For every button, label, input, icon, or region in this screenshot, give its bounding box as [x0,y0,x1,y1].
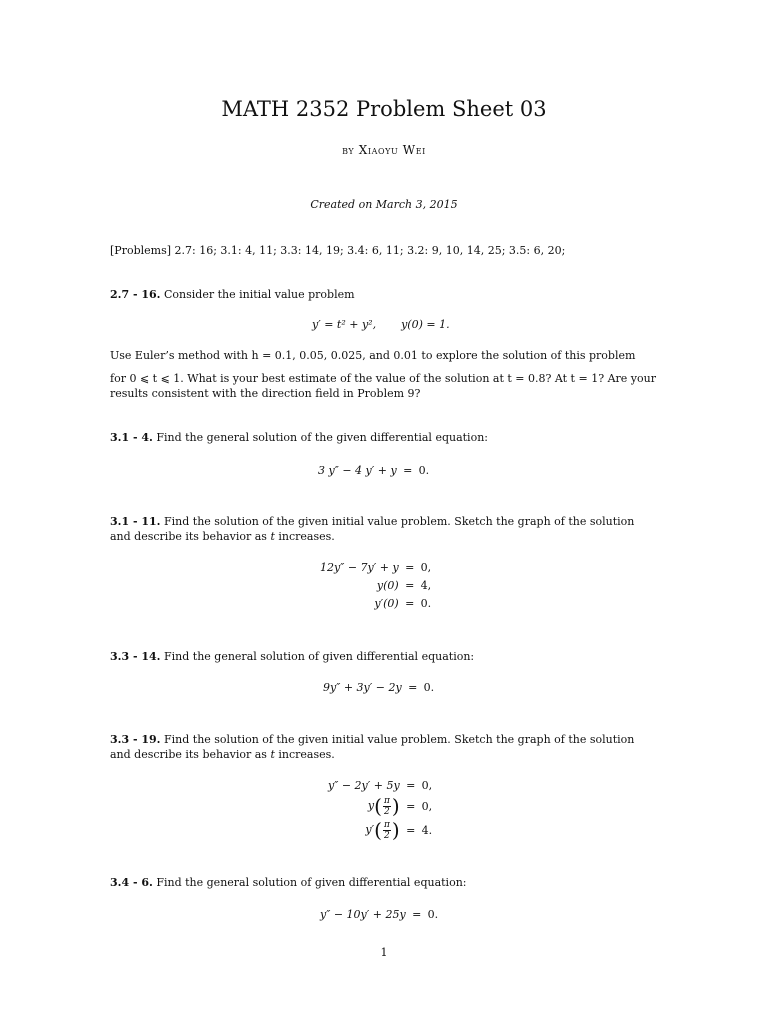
equation-lhs: 12y″ − 7y′ + y [320,560,399,574]
system-row [328,794,432,818]
problem-3-3-14-heading [110,649,660,664]
equation-op: = [406,799,416,813]
equation-lhs: 9y″ + 3y′ − 2y [323,680,402,694]
right-paren: ) [391,794,400,818]
document-title: MATH 2352 Problem Sheet 03 [221,97,547,121]
system-row [328,818,432,842]
equation-lhs [328,818,400,842]
variable-t: t [270,530,275,543]
problem-2-7-16-equation [312,318,450,331]
equation-lhs: 3 y″ − 4 y′ + y [318,463,397,477]
equation-op: = [403,463,413,477]
equation-op: = [406,778,416,792]
equation-lhs [328,794,400,818]
fraction-denominator: 2 [384,830,390,841]
problem-3-3-19-system [328,776,432,842]
equation-op: = [405,596,415,610]
system-row [328,776,432,794]
fraction [383,796,391,817]
system-row [320,594,431,612]
problem-2-7-16-body-line-3: results consistent with the direction field in Problem 9? [110,387,421,400]
document-date: Created on March 3, 2015 [310,198,458,211]
problem-2-7-16-body-line-2: for 0 ⩽ t ⩽ 1. What is your best estimate of the value of the solution at t = 0.8? At t = 1? Are your [110,372,656,385]
problem-text-line-2a: and describe its behavior as [110,748,271,761]
problem-3-1-11-system [320,558,431,612]
problem-label: 3.1 - 4. [110,431,153,444]
equation-rhs: 0. [418,463,430,477]
right-paren: ) [391,818,400,842]
function-name: y [367,799,375,812]
equation-rhs: 0. [427,907,439,921]
page-number: 1 [380,946,388,959]
problem-2-7-16-body-line-1: Use Euler’s method with h = 0.1, 0.05, 0.025, and 0.01 to explore the solution of this problem [110,349,636,362]
problem-label: 3.3 - 14. [110,650,161,663]
equation-rhs: 0. [423,680,435,694]
system-row [320,558,431,576]
equation-op: = [412,907,422,921]
function-name: y′ [365,823,375,836]
fraction-denominator: 2 [384,806,390,817]
fraction-numerator: π [383,795,390,806]
problem-3-1-4-heading [110,430,660,445]
equation-rhs: 4, [420,578,432,592]
left-paren: ( [374,794,382,818]
equation-op: = [406,823,416,837]
variable-t: t [270,748,275,761]
document-author: by Xiaoyu Wei [342,143,426,157]
problem-3-3-14-equation [323,678,434,696]
equation-part-b: y(0) = 1. [401,318,450,331]
problem-text: Find the general solution of the given differential equation: [156,431,488,444]
equation-rhs: 0, [421,799,433,813]
problem-3-1-11-heading [110,514,660,529]
left-paren: ( [374,818,382,842]
problem-3-4-6-heading [110,875,660,890]
problem-text-line-2a: and describe its behavior as [110,530,271,543]
problem-text-line-1: Find the solution of the given initial value problem. Sketch the graph of the solution [164,733,635,746]
fraction [383,820,391,841]
equation-rhs: 4. [421,823,433,837]
equation-part-a: y′ = t² + y², [312,318,377,331]
problem-text-line-2b: increases. [274,530,335,543]
problem-label: 3.4 - 6. [110,876,153,889]
system-row [320,576,431,594]
equation-rhs: 0, [421,778,433,792]
problem-2-7-16-heading [110,287,660,302]
problem-label: 3.3 - 19. [110,733,161,746]
equation-lhs: y″ − 10y′ + 25y [320,907,406,921]
problem-3-4-6-equation [320,905,438,923]
fraction-numerator: π [383,819,390,830]
problem-3-3-19-line-2 [110,747,660,762]
equation-op: = [405,560,415,574]
equation-op: = [408,680,418,694]
problem-label: 2.7 - 16. [110,288,161,301]
problem-text-line-2b: increases. [274,748,335,761]
problem-3-1-4-equation [318,461,429,479]
problems-list: [Problems] 2.7: 16; 3.1: 4, 11; 3.3: 14, 19; 3.4: 6, 11; 3.2: 9, 10, 14, 25; 3.5: 6, 20; [110,244,566,257]
problem-text: Find the general solution of given differential equation: [156,876,467,889]
problem-intro: Consider the initial value problem [164,288,355,301]
equation-lhs: y′(0) [374,596,399,610]
equation-op: = [405,578,415,592]
equation-rhs: 0, [420,560,432,574]
problem-label: 3.1 - 11. [110,515,161,528]
problem-text: Find the general solution of given differential equation: [164,650,475,663]
equation-lhs: y″ − 2y′ + 5y [328,778,400,792]
problem-text-line-1: Find the solution of the given initial value problem. Sketch the graph of the solution [164,515,635,528]
problem-3-3-19-heading [110,732,660,747]
problem-3-1-11-line-2 [110,529,660,544]
equation-lhs: y(0) [376,578,399,592]
equation-rhs: 0. [420,596,432,610]
